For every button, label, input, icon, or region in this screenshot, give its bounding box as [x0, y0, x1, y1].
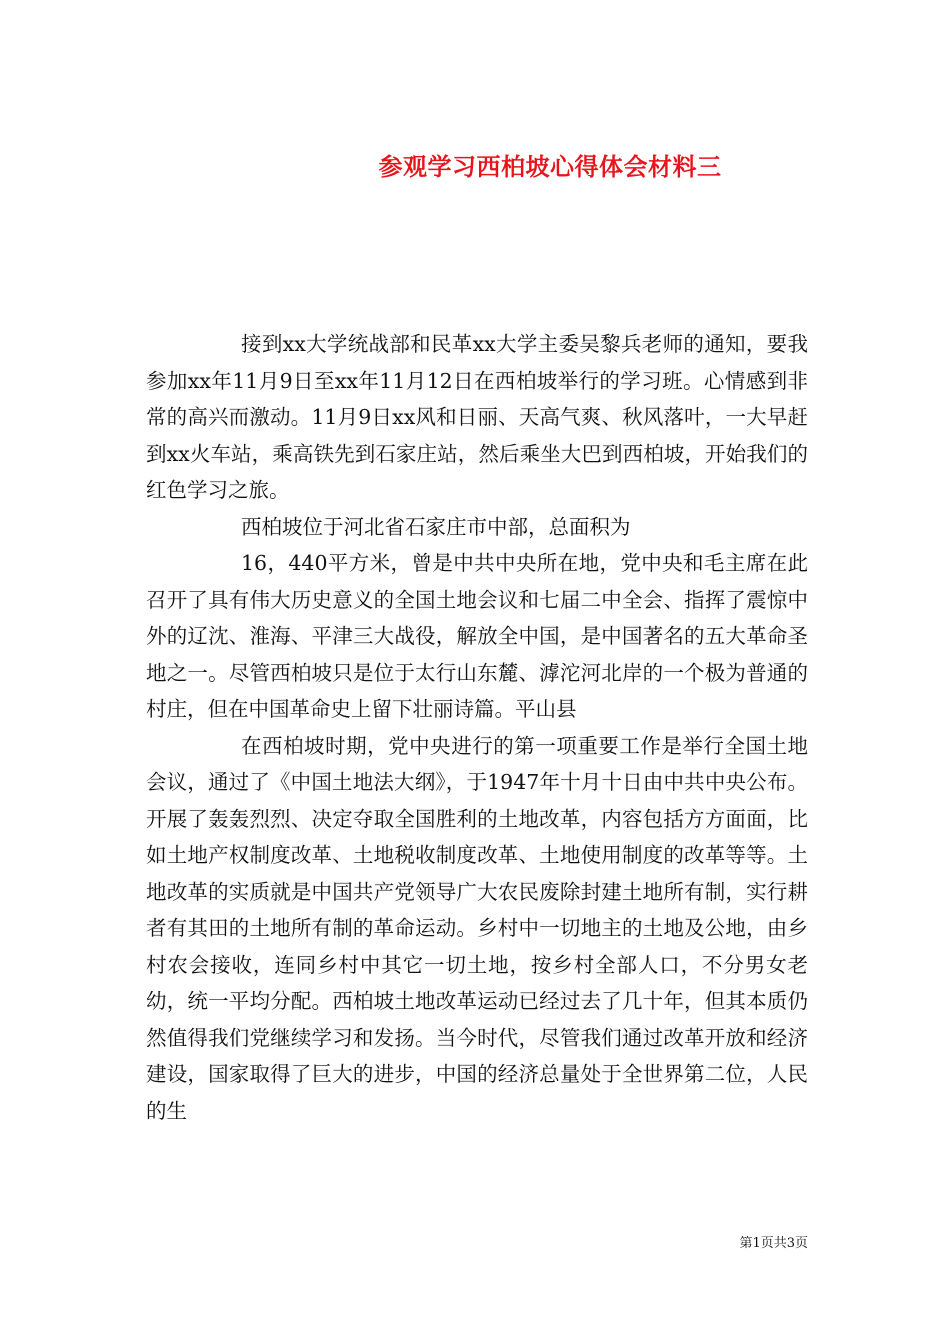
document-title: 参观学习西柏坡心得体会材料三 [378, 152, 722, 182]
paragraph-4: 在西柏坡时期，党中央进行的第一项重要工作是举行全国土地会议，通过了《中国土地法大纲》，于1947年十月十日由中共中央公布。开展了轰轰烈烈、决定夺取全国胜利的土地改革，内容包括方方面面，比如土地产权制度改革、土地税收制度改革、土地使用制度的改革等等。土地改革的实质就是中国共产党领导广大农民废除封建土地所有制，实行耕者有其田的土地所有制的革命运动。乡村中一切地主的土地及公地，由乡村农会接收，连同乡村中其它一切土地，按乡村全部人口，不分男女老幼，统一平均分配。西柏坡土地改革运动已经过去了几十年，但其本质仍然值得我们党继续学习和发扬。当今时代，尽管我们通过改革开放和经济建设，国家取得了巨大的进步，中国的经济总量处于全世界第二位，人民的生 [146, 733, 808, 1123]
paragraph-2: 西柏坡位于河北省石家庄市中部，总面积为 [241, 514, 631, 539]
page-number-footer: 第1页共3页 [739, 1236, 808, 1251]
paragraph-1: 接到xx大学统战部和民革xx大学主委吴黎兵老师的通知，要我参加xx年11月9日至xx年11月12日在西柏坡举行的学习班。心情感到非常的高兴而激动。11月9日xx风和日丽、天高气爽、秋风落叶，一大早赶到xx火车站，乘高铁先到石家庄站，然后乘坐大巴到西柏坡，开始我们的红色学习之旅。 [146, 332, 808, 502]
paragraph-3: 16，440平方米，曾是中共中央所在地，党中央和毛主席在此召开了具有伟大历史意义的全国土地会议和七届二中全会、指挥了震惊中外的辽沈、淮海、平津三大战役，解放全中国，是中国著名的五大革命圣地之一。尽管西柏坡只是位于太行山东麓、滹沱河北岸的一个极为普通的村庄，但在中国革命史上留下壮丽诗篇。平山县 [146, 551, 808, 721]
document-body [146, 326, 808, 1129]
